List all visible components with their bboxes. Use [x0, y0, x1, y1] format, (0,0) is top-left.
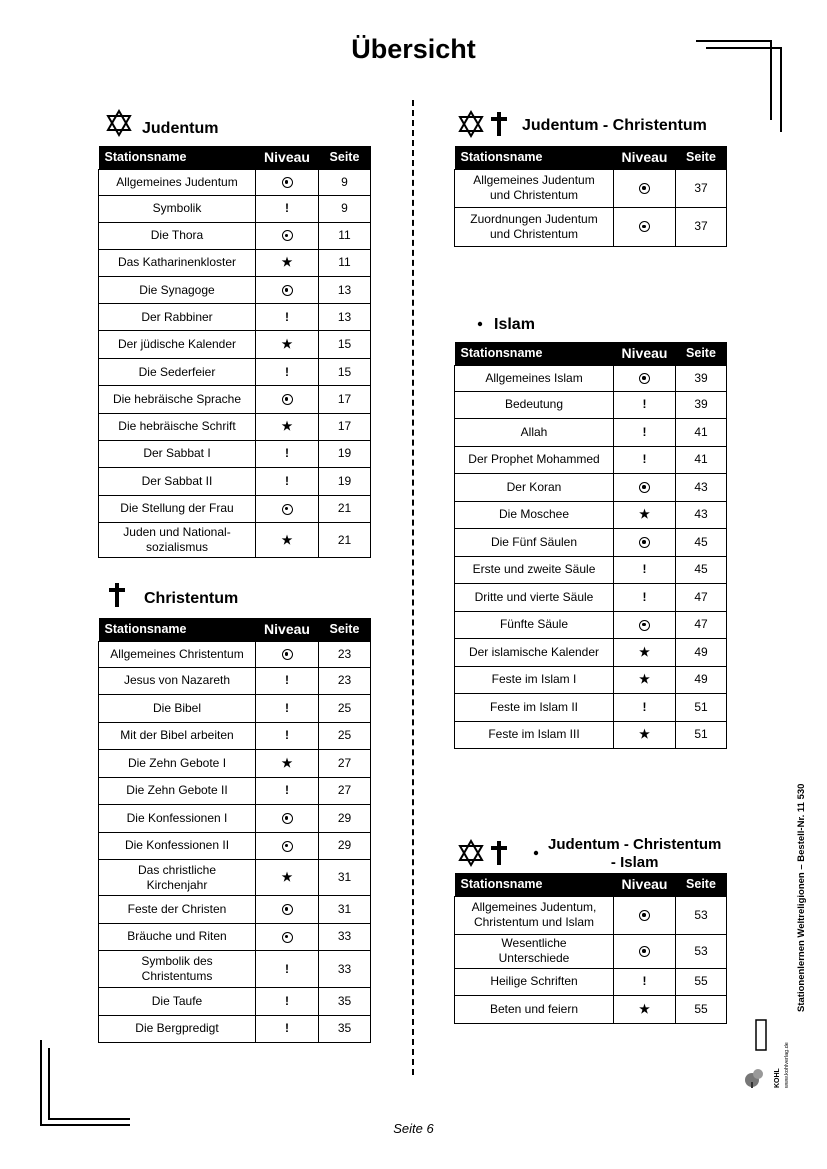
section-heading-judentum [106, 108, 218, 138]
target-icon [282, 932, 293, 943]
corner-ornament-bottom-left-inner [48, 1048, 130, 1120]
station-name: Erste und zweite Säule [455, 556, 614, 584]
table-row [99, 331, 371, 359]
table-row [99, 277, 371, 304]
star-of-david-icon [106, 109, 132, 137]
level-cell [614, 474, 676, 502]
page-number-cell: 47 [676, 584, 727, 612]
exclamation-icon: ! [642, 424, 647, 439]
page-number-cell: 53 [676, 934, 727, 968]
star-icon: ★ [639, 644, 650, 659]
level-cell [614, 968, 676, 996]
column-header-name: Stationsname [455, 146, 614, 169]
exclamation-icon: ! [285, 961, 289, 976]
station-name: Bedeutung [455, 391, 614, 419]
station-name: Symbolik [99, 195, 256, 222]
page-number-cell: 55 [676, 996, 727, 1024]
level-cell [614, 694, 676, 722]
exclamation-icon: ! [285, 1021, 289, 1036]
level-cell [256, 331, 319, 359]
page-number-cell: 35 [319, 988, 371, 1016]
crescent-star-icon [458, 312, 486, 336]
exclamation-icon: ! [642, 589, 647, 604]
section-heading-judentum-christentum [458, 110, 707, 138]
page-number-cell: 27 [319, 777, 371, 805]
exclamation-icon: ! [285, 993, 289, 1008]
page-number-cell: 31 [319, 860, 371, 896]
page-number-cell: 41 [676, 419, 727, 447]
table-row [99, 860, 371, 896]
star-of-david-icon [458, 110, 484, 138]
station-table-alle [454, 873, 727, 1024]
page-number-cell: 19 [319, 468, 371, 496]
station-name: Die Stellung der Frau [99, 495, 256, 523]
exclamation-icon: ! [642, 699, 647, 714]
table-row [99, 386, 371, 414]
station-name: Die Thora [99, 222, 256, 249]
page-number-cell: 29 [319, 805, 371, 833]
exclamation-icon: ! [642, 397, 647, 412]
table-row [99, 832, 371, 860]
station-name: Fünfte Säule [455, 611, 614, 639]
publisher-url: www.kohlverlag.de [784, 1042, 790, 1088]
level-cell [256, 195, 319, 222]
page-number-cell: 11 [319, 249, 371, 277]
exclamation-icon: ! [285, 446, 289, 461]
station-name: Der Sabbat I [99, 440, 256, 468]
table-row [99, 923, 371, 951]
cross-icon [108, 582, 126, 608]
station-name: Die Taufe [99, 988, 256, 1016]
station-name: Die Sederfeier [99, 359, 256, 386]
exclamation-icon: ! [285, 673, 289, 688]
level-cell [256, 805, 319, 833]
table-row [455, 611, 727, 639]
level-cell [614, 365, 676, 391]
page-number-cell: 45 [676, 556, 727, 584]
star-icon: ★ [281, 337, 293, 351]
column-header-page: Seite [676, 873, 727, 896]
table-header-row [99, 618, 371, 641]
level-cell [256, 641, 319, 667]
page-title: Übersicht [351, 34, 476, 64]
page-number-cell: 41 [676, 446, 727, 474]
page-number-cell: 45 [676, 529, 727, 557]
level-cell [256, 304, 319, 331]
station-name: Der Sabbat II [99, 468, 256, 496]
station-name: Der jüdische Kalender [99, 331, 256, 359]
table-row [99, 440, 371, 468]
table-row [99, 304, 371, 331]
table-row [99, 169, 371, 195]
column-header-level: Niveau [256, 618, 319, 641]
column-header-page: Seite [319, 146, 371, 169]
target-icon [639, 946, 650, 957]
target-icon [282, 285, 293, 296]
column-header-page: Seite [676, 342, 727, 365]
exclamation-icon: ! [642, 452, 647, 467]
station-name: Allgemeines Judentum [99, 169, 256, 195]
station-name: Feste im Islam II [455, 694, 614, 722]
section-title-line2: - Islam [610, 854, 659, 871]
station-name: Jesus von Nazareth [99, 667, 256, 695]
star-icon: ★ [281, 870, 293, 884]
star-icon: ★ [281, 755, 293, 770]
page-number-cell: 9 [319, 169, 371, 195]
level-cell [256, 169, 319, 195]
level-cell [256, 923, 319, 951]
column-divider [412, 100, 414, 1075]
station-name: Allah [455, 419, 614, 447]
table-row [455, 639, 727, 667]
page-number-cell: 19 [319, 440, 371, 468]
page-number-cell: 49 [676, 666, 727, 694]
table-row [455, 207, 727, 246]
page-number-cell: 39 [676, 391, 727, 419]
level-cell [256, 468, 319, 496]
table-row [99, 195, 371, 222]
page-number-cell: 37 [676, 169, 727, 207]
station-name: Die Synagoge [99, 277, 256, 304]
station-table-judentum-christentum [454, 146, 727, 247]
exclamation-icon: ! [642, 974, 647, 989]
station-name: Wesentliche Unterschiede [455, 934, 614, 968]
page-number-cell: 39 [676, 365, 727, 391]
level-cell [256, 359, 319, 386]
station-name: Heilige Schriften [455, 968, 614, 996]
table-row [99, 667, 371, 695]
table-row [99, 750, 371, 778]
section-heading-islam [458, 312, 535, 336]
station-name: Der Prophet Mohammed [455, 446, 614, 474]
table-row [99, 495, 371, 523]
column-header-level: Niveau [614, 146, 676, 169]
station-table-islam [454, 342, 727, 749]
table-header-row [455, 342, 727, 365]
page-number-cell: 33 [319, 951, 371, 988]
section-heading-alle [458, 834, 721, 872]
star-icon: ★ [639, 1001, 650, 1016]
section-title: Christentum [144, 590, 239, 607]
order-number-side-text: Stationenlernen Weltreligionen – Bestell-Nr. 11 530 [796, 783, 807, 1012]
column-header-level: Niveau [614, 342, 676, 365]
level-cell [614, 996, 676, 1024]
table-row [99, 695, 371, 723]
station-name: Mit der Bibel arbeiten [99, 722, 256, 750]
level-cell [256, 495, 319, 523]
column-header-name: Stationsname [99, 146, 256, 169]
exclamation-icon: ! [285, 783, 289, 798]
table-row [99, 359, 371, 386]
station-table-judentum [98, 146, 371, 558]
level-cell [256, 695, 319, 723]
page-number-cell: 15 [319, 331, 371, 359]
star-icon: ★ [281, 532, 293, 547]
level-cell [614, 391, 676, 419]
table-row [455, 529, 727, 557]
target-icon [282, 813, 293, 824]
station-name: Allgemeines Judentum und Christentum [455, 169, 614, 207]
table-row [455, 474, 727, 502]
station-name: Feste im Islam III [455, 721, 614, 749]
station-name: Der Rabbiner [99, 304, 256, 331]
table-row [455, 968, 727, 996]
exclamation-icon: ! [285, 700, 289, 715]
section-title: Judentum - Christentum [522, 117, 707, 134]
level-cell [256, 413, 319, 440]
exclamation-icon: ! [642, 562, 647, 577]
page-number-cell: 53 [676, 896, 727, 934]
table-header-row [455, 146, 727, 169]
page-number-cell: 15 [319, 359, 371, 386]
table-row [99, 413, 371, 440]
page-number-cell: 47 [676, 611, 727, 639]
table-row [455, 996, 727, 1024]
level-cell [256, 277, 319, 304]
section-title: Islam [494, 316, 535, 333]
target-icon [282, 504, 293, 515]
station-table-christentum [98, 618, 371, 1043]
station-name: Die Zehn Gebote I [99, 750, 256, 778]
level-cell [614, 639, 676, 667]
star-icon: ★ [281, 419, 293, 433]
target-icon [282, 177, 293, 188]
column-header-name: Stationsname [455, 873, 614, 896]
station-name: Der Koran [455, 474, 614, 502]
table-row [99, 988, 371, 1016]
station-name: Die Konfessionen II [99, 832, 256, 860]
level-cell [614, 501, 676, 529]
target-icon [639, 373, 650, 384]
page-number-cell: 23 [319, 641, 371, 667]
table-row [455, 896, 727, 934]
page-number-cell: 9 [319, 195, 371, 222]
page-number-cell: 17 [319, 386, 371, 414]
station-name: Allgemeines Islam [455, 365, 614, 391]
table-row [99, 523, 371, 558]
level-cell [614, 584, 676, 612]
page-number-cell: 25 [319, 695, 371, 723]
table-row [455, 694, 727, 722]
level-cell [614, 207, 676, 246]
level-cell [256, 386, 319, 414]
page-number-cell: 27 [319, 750, 371, 778]
page-number-cell: 37 [676, 207, 727, 246]
column-header-name: Stationsname [99, 618, 256, 641]
table-row [99, 896, 371, 924]
page-number-cell: 51 [676, 721, 727, 749]
target-icon [639, 221, 650, 232]
page-number-cell: 25 [319, 722, 371, 750]
target-icon [282, 904, 293, 915]
page-number-cell: 23 [319, 667, 371, 695]
level-cell [256, 440, 319, 468]
page-number-cell: 21 [319, 523, 371, 558]
level-cell [256, 860, 319, 896]
station-name: Beten und feiern [455, 996, 614, 1024]
level-cell [256, 1015, 319, 1043]
exclamation-icon: ! [285, 364, 289, 379]
table-row [99, 805, 371, 833]
table-row [99, 777, 371, 805]
station-name: Die hebräische Sprache [99, 386, 256, 414]
level-cell [256, 722, 319, 750]
page-number-cell: 13 [319, 277, 371, 304]
exclamation-icon: ! [285, 473, 289, 488]
star-icon: ★ [639, 507, 650, 522]
level-cell [614, 721, 676, 749]
cross-icon [490, 111, 508, 137]
target-icon [639, 620, 650, 631]
page-number-cell: 49 [676, 639, 727, 667]
column-header-page: Seite [676, 146, 727, 169]
station-name: Die hebräische Schrift [99, 413, 256, 440]
page-number-cell: 43 [676, 501, 727, 529]
page-number-cell: 13 [319, 304, 371, 331]
publisher-name: KOHL [774, 1068, 781, 1088]
station-name: Die Bibel [99, 695, 256, 723]
star-icon: ★ [639, 727, 650, 742]
table-row [455, 501, 727, 529]
station-name: Der islamische Kalender [455, 639, 614, 667]
level-cell [256, 988, 319, 1016]
target-icon [639, 910, 650, 921]
station-name: Die Fünf Säulen [455, 529, 614, 557]
level-cell [614, 896, 676, 934]
station-name: Juden und National- sozialismus [99, 523, 256, 558]
page-number-cell: 29 [319, 832, 371, 860]
level-cell [256, 222, 319, 249]
level-cell [614, 556, 676, 584]
station-name: Bräuche und Riten [99, 923, 256, 951]
table-row [455, 666, 727, 694]
table-row [455, 934, 727, 968]
table-row [99, 951, 371, 988]
column-header-level: Niveau [614, 873, 676, 896]
page-number-cell: 31 [319, 896, 371, 924]
table-row [99, 1015, 371, 1043]
table-row [99, 249, 371, 277]
level-cell [256, 523, 319, 558]
level-cell [614, 529, 676, 557]
table-header-row [99, 146, 371, 169]
station-name: Die Moschee [455, 501, 614, 529]
level-cell [256, 951, 319, 988]
page-number: Seite 6 [393, 1121, 434, 1136]
star-icon: ★ [281, 255, 293, 270]
level-cell [614, 446, 676, 474]
exclamation-icon: ! [285, 728, 289, 743]
target-icon [639, 183, 650, 194]
table-row [99, 722, 371, 750]
station-name: Das christliche Kirchenjahr [99, 860, 256, 896]
station-name: Die Konfessionen I [99, 805, 256, 833]
level-cell [614, 934, 676, 968]
section-title-line1: Judentum - Christentum [548, 836, 722, 853]
level-cell [256, 249, 319, 277]
station-name: Das Katharinenkloster [99, 249, 256, 277]
station-name: Allgemeines Judentum, Christentum und Islam [455, 896, 614, 934]
page-number-cell: 55 [676, 968, 727, 996]
page-number-cell: 17 [319, 413, 371, 440]
table-row [455, 584, 727, 612]
star-icon: ★ [639, 672, 650, 687]
target-icon [282, 841, 293, 852]
table-row [455, 721, 727, 749]
table-header-row [455, 873, 727, 896]
section-heading-christentum [108, 582, 238, 608]
exclamation-icon: ! [285, 309, 289, 324]
column-header-level: Niveau [256, 146, 319, 169]
page-number-cell: 43 [676, 474, 727, 502]
level-cell [614, 611, 676, 639]
target-icon [639, 537, 650, 548]
table-row [455, 365, 727, 391]
station-name: Allgemeines Christentum [99, 641, 256, 667]
section-title [548, 836, 721, 872]
page-number-cell: 11 [319, 222, 371, 249]
column-header-page: Seite [319, 618, 371, 641]
table-row [455, 419, 727, 447]
section-title: Judentum [142, 120, 219, 137]
target-icon [282, 649, 293, 660]
station-name: Die Bergpredigt [99, 1015, 256, 1043]
level-cell [256, 832, 319, 860]
page-number-cell: 33 [319, 923, 371, 951]
table-row [455, 391, 727, 419]
station-name: Zuordnungen Judentum und Christentum [455, 207, 614, 246]
table-row [99, 468, 371, 496]
exclamation-icon: ! [285, 201, 289, 215]
level-cell [614, 666, 676, 694]
level-cell [614, 169, 676, 207]
table-row [455, 169, 727, 207]
station-name: Symbolik des Christentums [99, 951, 256, 988]
level-cell [256, 750, 319, 778]
star-of-david-icon [458, 839, 484, 867]
station-name: Feste der Christen [99, 896, 256, 924]
table-row [99, 641, 371, 667]
target-icon [639, 482, 650, 493]
target-icon [282, 394, 293, 405]
cross-icon [490, 840, 508, 866]
column-header-name: Stationsname [455, 342, 614, 365]
page-number-cell: 35 [319, 1015, 371, 1043]
level-cell [256, 667, 319, 695]
table-row [455, 556, 727, 584]
target-icon [282, 230, 293, 241]
level-cell [614, 419, 676, 447]
level-cell [256, 777, 319, 805]
crescent-star-icon [514, 841, 542, 865]
page-number-cell: 21 [319, 495, 371, 523]
table-row [455, 446, 727, 474]
page-number-cell: 51 [676, 694, 727, 722]
station-name: Die Zehn Gebote II [99, 777, 256, 805]
level-cell [256, 896, 319, 924]
station-name: Feste im Islam I [455, 666, 614, 694]
table-row [99, 222, 371, 249]
station-name: Dritte und vierte Säule [455, 584, 614, 612]
